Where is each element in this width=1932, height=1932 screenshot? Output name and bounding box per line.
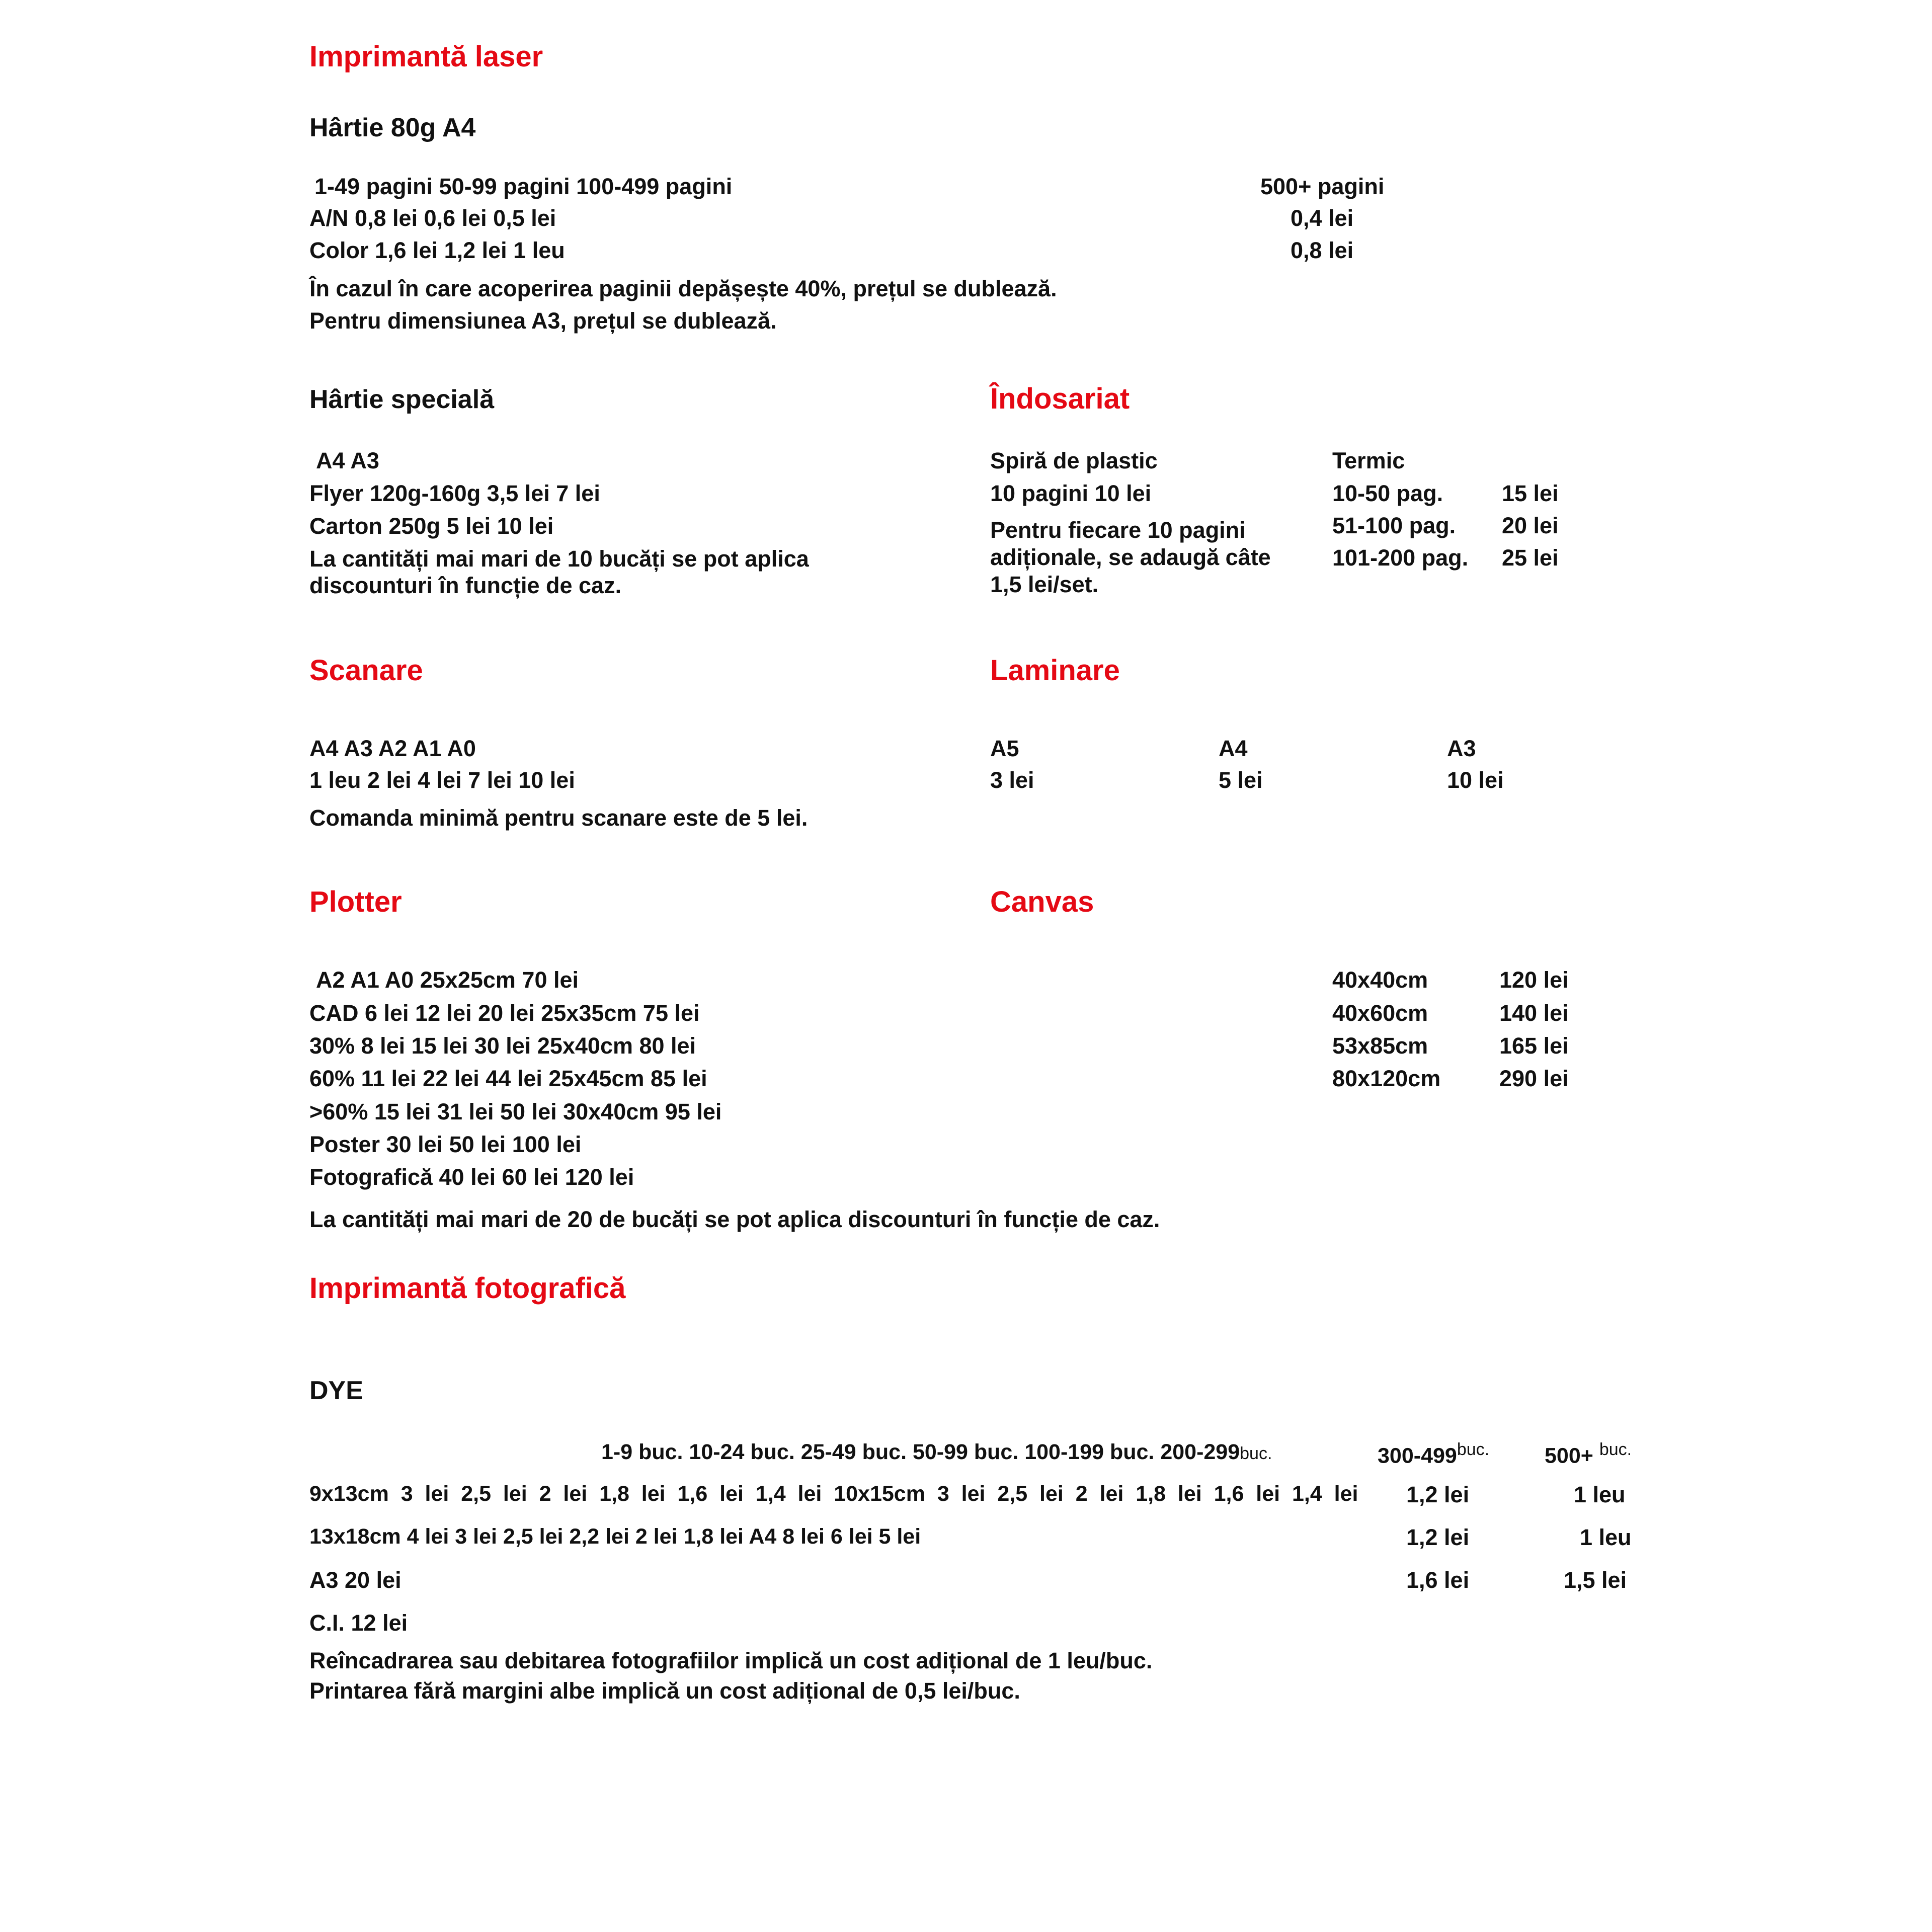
canvas-title: Canvas (990, 886, 1094, 918)
canvas-price: 140 lei (1499, 1000, 1569, 1026)
laser-tier-last: 500+ pagini (1260, 174, 1385, 199)
binding-thermal-range: 101-200 pag. (1332, 545, 1469, 571)
dye-row-a3-300: 1,6 lei (1406, 1567, 1470, 1593)
canvas-size: 80x120cm (1332, 1066, 1441, 1091)
plotter-row: >60% 15 lei 31 lei 50 lei 30x40cm 95 lei (309, 1099, 722, 1124)
scan-header: A4 A3 A2 A1 A0 (309, 736, 476, 761)
dye-header-300-range: 300-499 (1378, 1443, 1457, 1468)
dye-row-9x13: 9x13cm 3 lei 2,5 lei 2 lei 1,8 lei 1,6 lei 1,4 lei 10x15cm 3 lei 2,5 lei 2 lei 1,8 lei 1,6 lei 1,4 lei (309, 1482, 1358, 1506)
binding-title: Îndosariat (990, 382, 1130, 415)
laser-color-row: Color 1,6 lei 1,2 lei 1 leu (309, 237, 565, 263)
canvas-size: 53x85cm (1332, 1033, 1428, 1059)
laser-title: Imprimantă laser (309, 40, 543, 73)
canvas-price: 120 lei (1499, 967, 1569, 993)
plotter-row: A2 A1 A0 25x25cm 70 lei (316, 967, 579, 993)
plotter-row: Poster 30 lei 50 lei 100 lei (309, 1132, 582, 1157)
dye-row-a3-500: 1,5 lei (1564, 1567, 1627, 1593)
paper-80g-title: Hârtie 80g A4 (309, 113, 476, 142)
canvas-size: 40x40cm (1332, 967, 1428, 993)
binding-plastic-note-line2: adiționale, se adaugă câte (990, 544, 1271, 570)
binding-thermal-range: 51-100 pag. (1332, 513, 1456, 538)
dye-header-500-range: 500+ (1545, 1443, 1593, 1468)
laser-note-coverage: În cazul în care acoperirea paginii depășește 40%, prețul se dublează. (309, 276, 1057, 301)
special-paper-carton-row: Carton 250g 5 lei 10 lei (309, 513, 554, 539)
lamination-title: Laminare (990, 654, 1120, 687)
dye-row-9x13-500: 1 leu (1574, 1482, 1626, 1507)
laser-bw-last: 0,4 lei (1291, 205, 1354, 231)
dye-row-13x18-300: 1,2 lei (1406, 1524, 1470, 1550)
scan-note: Comanda minimă pentru scanare este de 5 lei. (309, 805, 808, 831)
photo-printer-title: Imprimantă fotografică (309, 1272, 626, 1305)
dye-row-13x18: 13x18cm 4 lei 3 lei 2,5 lei 2,2 lei 2 lei 1,8 lei A4 8 lei 6 lei 5 lei (309, 1524, 921, 1549)
binding-thermal-header: Termic (1332, 448, 1405, 473)
dye-header-300 (1378, 1440, 1489, 1469)
lamination-size: A3 (1447, 736, 1476, 761)
dye-header-unit: buc. (1240, 1444, 1272, 1463)
binding-thermal-range: 10-50 pag. (1332, 480, 1443, 506)
dye-header-500-unit: buc. (1599, 1440, 1632, 1459)
special-paper-flyer-row: Flyer 120g-160g 3,5 lei 7 lei (309, 480, 600, 506)
special-paper-title: Hârtie specială (309, 385, 495, 414)
photo-note-borderless: Printarea fără margini albe implică un cost adițional de 0,5 lei/buc. (309, 1678, 1020, 1704)
lamination-price: 3 lei (990, 767, 1034, 793)
dye-header-tiers: 1-9 buc. 10-24 buc. 25-49 buc. 50-99 buc. 100-199 buc. 200-299 (601, 1440, 1240, 1464)
binding-plastic-note-line1: Pentru fiecare 10 pagini (990, 517, 1246, 543)
scan-prices: 1 leu 2 lei 4 lei 7 lei 10 lei (309, 767, 575, 793)
lamination-size: A5 (990, 736, 1019, 761)
binding-thermal-price: 25 lei (1502, 545, 1559, 571)
special-paper-note-line1: La cantități mai mari de 10 bucăți se pot aplica (309, 546, 809, 572)
lamination-size: A4 (1219, 736, 1248, 761)
laser-bw-row: A/N 0,8 lei 0,6 lei 0,5 lei (309, 205, 556, 231)
binding-plastic-note-line3: 1,5 lei/set. (990, 572, 1099, 597)
dye-row-9x13-300: 1,2 lei (1406, 1482, 1470, 1507)
binding-plastic-row: 10 pagini 10 lei (990, 480, 1152, 506)
dye-row-13x18-500: 1 leu (1580, 1524, 1632, 1550)
binding-thermal-price: 20 lei (1502, 513, 1559, 538)
lamination-price: 10 lei (1447, 767, 1504, 793)
plotter-title: Plotter (309, 886, 402, 918)
canvas-size: 40x60cm (1332, 1000, 1428, 1026)
dye-header-500 (1545, 1440, 1632, 1469)
dye-header (601, 1440, 1272, 1465)
plotter-row: Fotografică 40 lei 60 lei 120 lei (309, 1164, 634, 1190)
dye-row-ci: C.I. 12 lei (309, 1610, 408, 1636)
scan-title: Scanare (309, 654, 423, 687)
dye-title: DYE (309, 1376, 363, 1405)
binding-thermal-price: 15 lei (1502, 480, 1559, 506)
laser-tier-row: 1-49 pagini 50-99 pagini 100-499 pagini (314, 174, 733, 199)
photo-note-reframing: Reîncadrarea sau debitarea fotografiilor implică un cost adițional de 1 leu/buc. (309, 1648, 1153, 1673)
laser-note-a3: Pentru dimensiunea A3, prețul se dublează. (309, 308, 777, 334)
dye-header-300-unit: buc. (1457, 1440, 1490, 1459)
laser-color-last: 0,8 lei (1291, 237, 1354, 263)
plotter-row: CAD 6 lei 12 lei 20 lei 25x35cm 75 lei (309, 1000, 700, 1026)
lamination-price: 5 lei (1219, 767, 1263, 793)
special-paper-header: A4 A3 (316, 448, 379, 473)
plotter-row: 60% 11 lei 22 lei 44 lei 25x45cm 85 lei (309, 1066, 707, 1091)
plotter-note: La cantități mai mari de 20 de bucăți se pot aplica discounturi în funcție de caz. (309, 1206, 1160, 1232)
canvas-price: 165 lei (1499, 1033, 1569, 1059)
binding-plastic-header: Spiră de plastic (990, 448, 1158, 473)
dye-row-a3: A3 20 lei (309, 1567, 401, 1593)
special-paper-note-line2: discounturi în funcție de caz. (309, 573, 622, 598)
plotter-row: 30% 8 lei 15 lei 30 lei 25x40cm 80 lei (309, 1033, 696, 1059)
canvas-price: 290 lei (1499, 1066, 1569, 1091)
